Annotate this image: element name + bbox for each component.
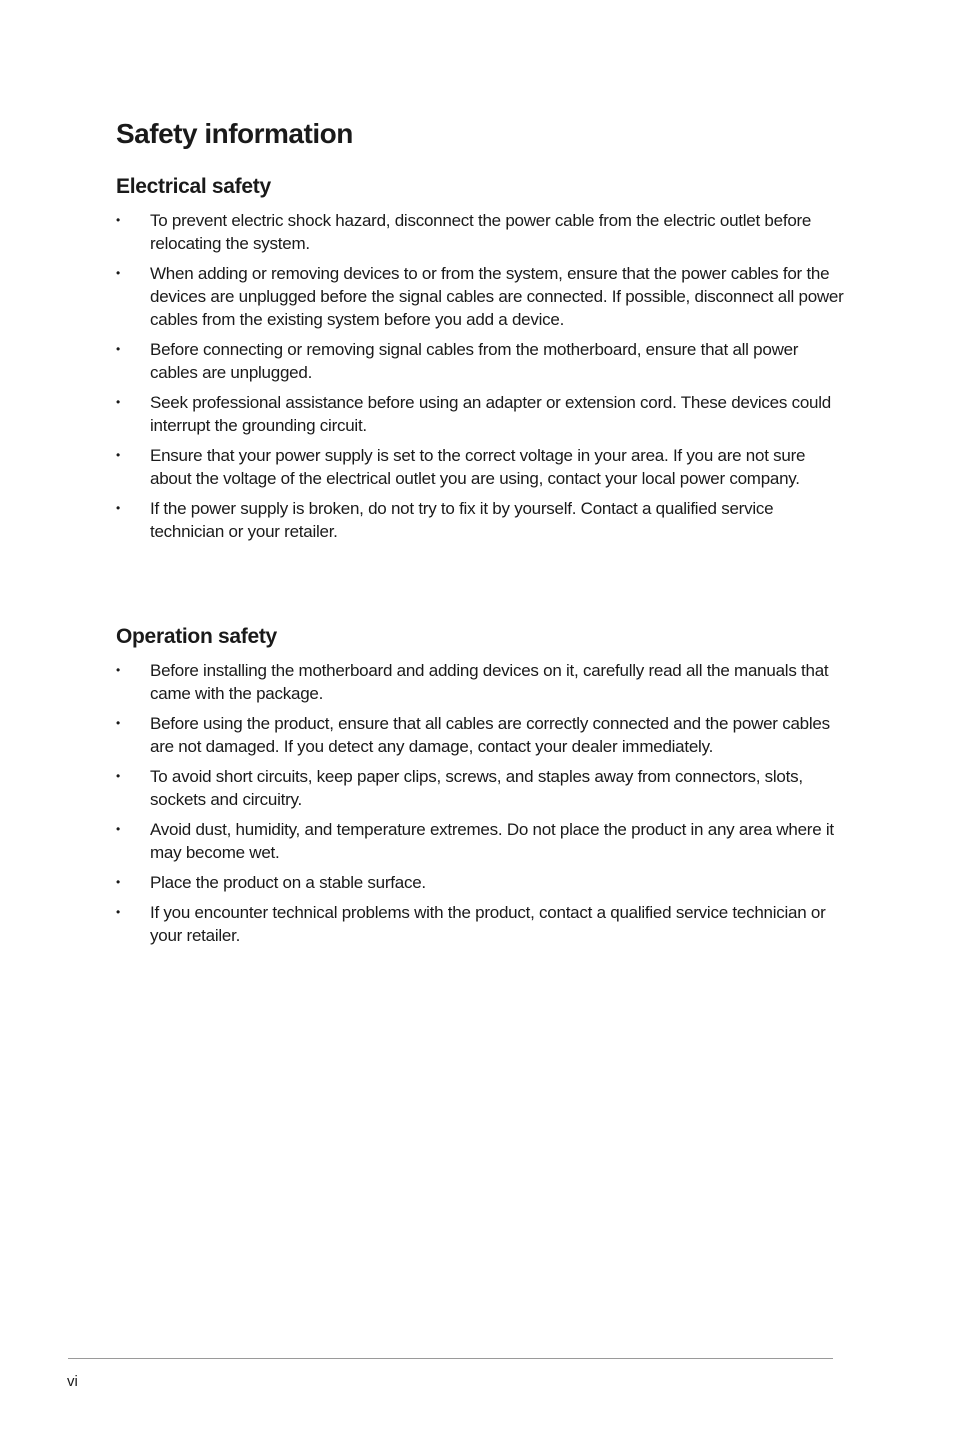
electrical-safety-list (116, 209, 846, 543)
list-item-text: Seek professional assistance before using an adapter or extension cord. These devices could interrupt the grounding circuit. (150, 393, 831, 435)
bullet-icon: • (116, 663, 120, 677)
section-heading-operation: Operation safety (116, 625, 277, 648)
list-item (116, 659, 846, 705)
footer-divider (68, 1358, 833, 1359)
bullet-icon: • (116, 822, 120, 836)
operation-safety-list (116, 659, 846, 947)
list-item-text: When adding or removing devices to or from the system, ensure that the power cables for the devices are unplugged before the signal cables are connected. If possible, disconnect all power cables from the existing system before you add a device. (150, 264, 844, 329)
list-item-text: Before using the product, ensure that all cables are correctly connected and the power cables are not damaged. If you detect any damage, contact your dealer immediately. (150, 714, 830, 756)
list-item-text: Ensure that your power supply is set to the correct voltage in your area. If you are not sure about the voltage of the electrical outlet you are using, contact your local power company. (150, 446, 806, 488)
list-item (116, 209, 846, 255)
list-item-text: If you encounter technical problems with the product, contact a qualified service technician or your retailer. (150, 903, 826, 945)
list-item-text: Avoid dust, humidity, and temperature extremes. Do not place the product in any area where it may become wet. (150, 820, 834, 862)
list-item (116, 444, 846, 490)
list-item (116, 338, 846, 384)
list-item-text: To prevent electric shock hazard, disconnect the power cable from the electric outlet before relocating the system. (150, 211, 812, 253)
bullet-icon: • (116, 266, 120, 280)
section-heading-electrical: Electrical safety (116, 175, 271, 198)
bullet-icon: • (116, 395, 120, 409)
list-item (116, 871, 846, 894)
list-item-text: Place the product on a stable surface. (150, 873, 426, 892)
list-item-text: If the power supply is broken, do not try to fix it by yourself. Contact a qualified service technician or your retailer. (150, 499, 774, 541)
list-item (116, 901, 846, 947)
bullet-icon: • (116, 342, 120, 356)
operation-safety-section (116, 622, 846, 954)
list-item (116, 391, 846, 437)
list-item-text: Before connecting or removing signal cables from the motherboard, ensure that all power cables are unplugged. (150, 340, 799, 382)
bullet-icon: • (116, 875, 120, 889)
bullet-icon: • (116, 213, 120, 227)
electrical-safety-section (116, 172, 846, 550)
page-title: Safety information (116, 118, 353, 149)
list-item (116, 712, 846, 758)
bullet-icon: • (116, 448, 120, 462)
list-item (116, 818, 846, 864)
page-number: vi (67, 1373, 78, 1390)
bullet-icon: • (116, 905, 120, 919)
list-item (116, 765, 846, 811)
list-item (116, 497, 846, 543)
bullet-icon: • (116, 501, 120, 515)
list-item (116, 262, 846, 331)
bullet-icon: • (116, 716, 120, 730)
list-item-text: Before installing the motherboard and adding devices on it, carefully read all the manuals that came with the package. (150, 661, 829, 703)
list-item-text: To avoid short circuits, keep paper clips, screws, and staples away from connectors, slots, sockets and circuitry. (150, 767, 803, 809)
bullet-icon: • (116, 769, 120, 783)
